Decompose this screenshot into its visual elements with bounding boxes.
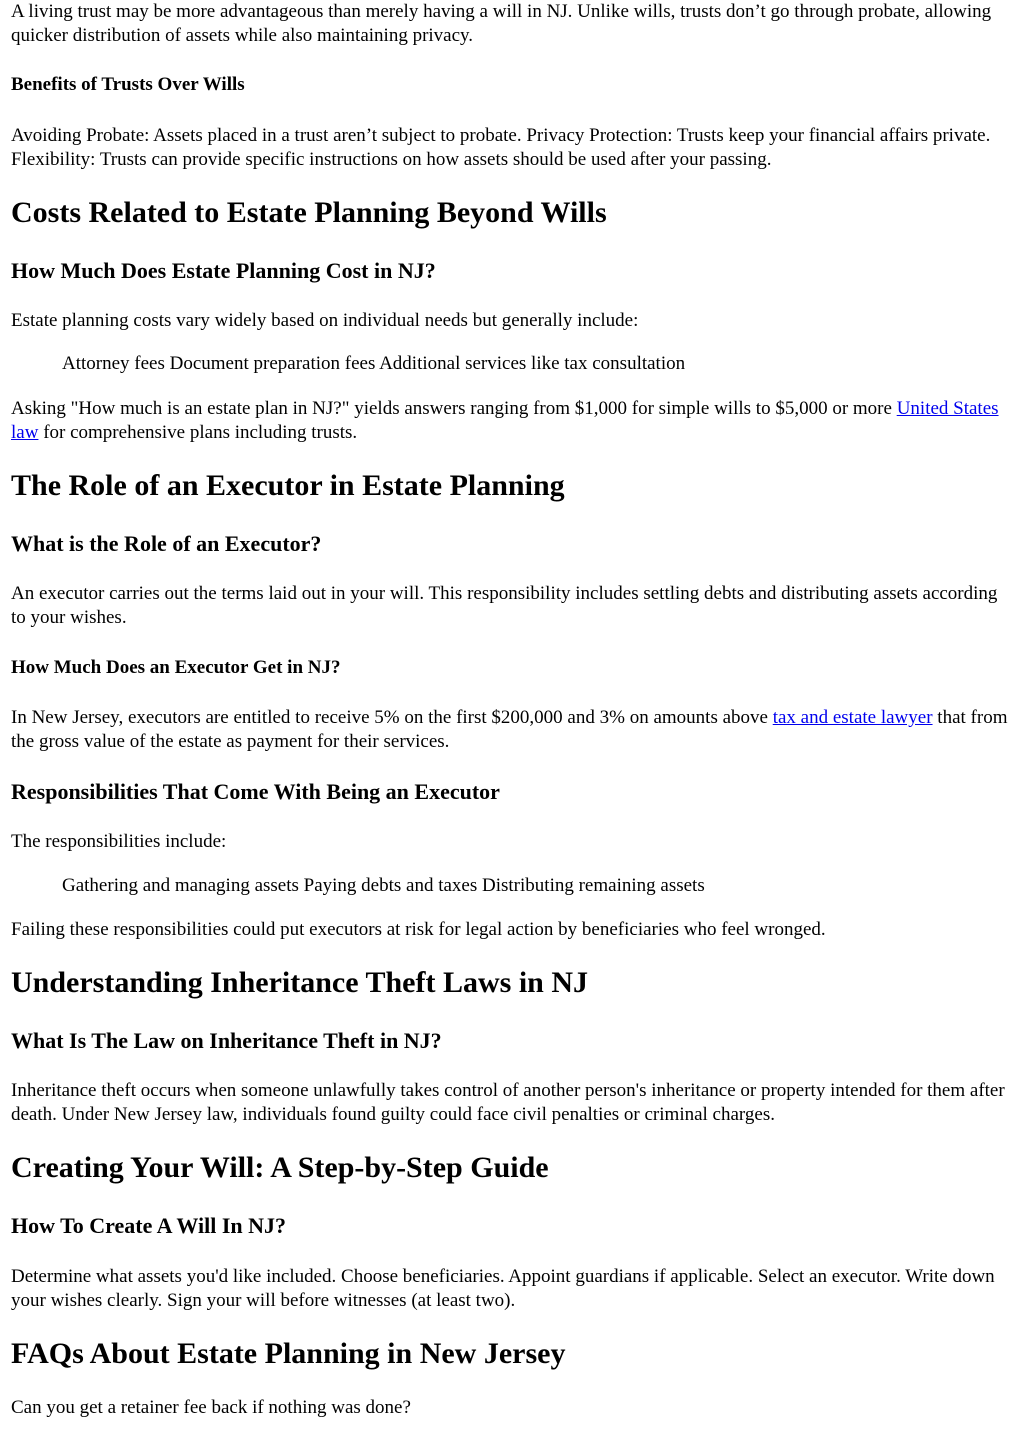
costs-heading: Costs Related to Estate Planning Beyond Wills: [11, 196, 607, 229]
costs-range-text: Asking "How much is an estate plan in NJ?" yields answers ranging from $1,000 for simple wills to $5,000 or more: [11, 398, 897, 419]
costs-range-text-end: for comprehensive plans including trusts.: [38, 421, 358, 443]
will-heading: Creating Your Will: A Step-by-Step Guide: [11, 1151, 549, 1184]
executor-subheading: What is the Role of an Executor?: [11, 531, 322, 556]
executor-pay-text: In New Jersey, executors are entitled to receive 5% on the first $200,000 and 3% on amounts above: [11, 707, 773, 728]
faq-question: Can you get a retainer fee back if nothing was done?: [11, 1397, 411, 1418]
executor-pay-heading: How Much Does an Executor Get in NJ?: [11, 657, 341, 678]
will-paragraph: Determine what assets you'd like included. Choose beneficiaries. Appoint guardians if applicable. Select an executor. Write down your wishes clearly. Sign your will before witnesses (at least two).: [11, 1266, 995, 1311]
costs-range-paragraph: [11, 397, 1013, 444]
will-subheading: How To Create A Will In NJ?: [11, 1213, 287, 1238]
theft-subheading: What Is The Law on Inheritance Theft in NJ?: [11, 1028, 442, 1053]
executor-paragraph: An executor carries out the terms laid out in your will. This responsibility includes settling debts and distributing assets according to your wishes.: [11, 583, 998, 628]
tax-and-estate-lawyer-link[interactable]: tax and estate lawyer: [772, 707, 933, 728]
benefits-heading: Benefits of Trusts Over Wills: [11, 74, 245, 95]
intro-paragraph: A living trust may be more advantageous than merely having a will in NJ. Unlike wills, trusts don’t go through probate, allowing quicker distribution of assets while also maintaining privacy.: [11, 1, 992, 46]
costs-list: Attorney fees Document preparation fees Additional services like tax consultation: [62, 353, 686, 374]
costs-subheading: How Much Does Estate Planning Cost in NJ?: [11, 258, 436, 283]
theft-paragraph: Inheritance theft occurs when someone unlawfully takes control of another person's inheritance or property intended for them after death. Under New Jersey law, individuals found guilty could face civil penalties or criminal charges.: [11, 1080, 1005, 1125]
costs-paragraph: Estate planning costs vary widely based on individual needs but generally include:: [11, 310, 639, 331]
responsibilities-heading: Responsibilities That Come With Being an Executor: [11, 779, 500, 804]
executor-heading: The Role of an Executor in Estate Planning: [11, 469, 565, 502]
theft-heading: Understanding Inheritance Theft Laws in NJ: [11, 966, 589, 999]
executor-pay-paragraph: [11, 706, 1013, 753]
responsibilities-warning: Failing these responsibilities could put executors at risk for legal action by beneficiaries who feel wronged.: [11, 919, 826, 940]
benefits-paragraph: Avoiding Probate: Assets placed in a trust aren’t subject to probate. Privacy Protection: Trusts keep your financial affairs private. Flexibility: Trusts can provide specific instructions on how assets should be used after your passing.: [11, 125, 991, 170]
united-states-law-link[interactable]: United States law: [11, 398, 999, 443]
faq-heading: FAQs About Estate Planning in New Jersey: [11, 1337, 566, 1370]
executor-pay-text-end: that from the gross value of the estate as payment for their services.: [11, 707, 1008, 752]
responsibilities-intro: The responsibilities include:: [11, 831, 227, 852]
responsibilities-list: Gathering and managing assets Paying debts and taxes Distributing remaining assets: [62, 875, 705, 896]
